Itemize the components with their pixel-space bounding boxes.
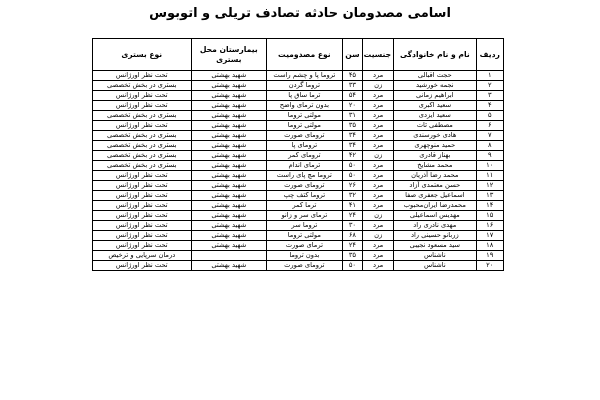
- cell-name: ابراهیم زمانی: [394, 91, 476, 101]
- cell-status: درمان سرپایی و ترخیص: [93, 251, 192, 261]
- cell-name: سعید ایزدی: [394, 111, 476, 121]
- cell-name: سید مسعود نجیبی: [394, 241, 476, 251]
- cell-name: حجت اقبالی: [394, 71, 476, 81]
- cell-gender: مرد: [363, 261, 394, 271]
- cell-gender: مرد: [363, 71, 394, 81]
- cell-injury: تروما گردن: [267, 81, 343, 91]
- cell-hospital: شهید بهشتی: [191, 161, 267, 171]
- cell-name: محمد مشایخ: [394, 161, 476, 171]
- cell-idx: ۱۵: [476, 211, 503, 221]
- cell-hospital: شهید بهشتی: [191, 181, 267, 191]
- cell-injury: ترما کمر: [267, 201, 343, 211]
- cell-hospital: [191, 251, 267, 261]
- table-row: [93, 181, 504, 191]
- cell-age: ۳۲: [342, 191, 363, 201]
- cell-gender: مرد: [363, 101, 394, 111]
- header-status: نوع بستری: [93, 39, 192, 71]
- cell-hospital: شهید بهشتی: [191, 201, 267, 211]
- cell-age: ۳۱: [342, 111, 363, 121]
- cell-age: ۴۱: [342, 201, 363, 211]
- cell-hospital: شهید بهشتی: [191, 111, 267, 121]
- cell-gender: مرد: [363, 181, 394, 191]
- table-row: [93, 231, 504, 241]
- table-row: [93, 161, 504, 171]
- cell-idx: ۱۳: [476, 191, 503, 201]
- cell-gender: زن: [363, 211, 394, 221]
- cell-idx: ۸: [476, 141, 503, 151]
- header-name: نام و نام خانوادگی: [394, 39, 476, 71]
- cell-gender: زن: [363, 231, 394, 241]
- cell-age: ۴۵: [342, 71, 363, 81]
- cell-hospital: شهید بهشتی: [191, 171, 267, 181]
- cell-idx: ۱۷: [476, 231, 503, 241]
- cell-idx: ۴: [476, 101, 503, 111]
- cell-injury: تروما پا و چشم راست: [267, 71, 343, 81]
- cell-age: ۳۴: [342, 141, 363, 151]
- cell-age: ۲۶: [342, 181, 363, 191]
- cell-gender: مرد: [363, 191, 394, 201]
- cell-injury: ترومای کمر: [267, 151, 343, 161]
- cell-injury: بدون تروما: [267, 251, 343, 261]
- table-row: [93, 91, 504, 101]
- cell-age: ۳۵: [342, 121, 363, 131]
- cell-name: زربانو حسینی راد: [394, 231, 476, 241]
- cell-name: ناشناس: [394, 261, 476, 271]
- cell-idx: ۳: [476, 91, 503, 101]
- document-title: اسامی مصدومان حادثه تصادف تریلی و اتوبوس: [149, 6, 451, 21]
- cell-injury: ترومای صورت: [267, 131, 343, 141]
- cell-injury: ترومای صورت: [267, 181, 343, 191]
- cell-name: حسن معتمدی آزاد: [394, 181, 476, 191]
- cell-hospital: شهید بهشتی: [191, 91, 267, 101]
- cell-idx: ۲: [476, 81, 503, 91]
- cell-hospital: شهید بهشتی: [191, 231, 267, 241]
- cell-status: تحت نظر اورژانس: [93, 181, 192, 191]
- cell-injury: ترمای صورت: [267, 241, 343, 251]
- cell-name: ناشناس: [394, 251, 476, 261]
- victims-table: [92, 38, 504, 271]
- cell-age: ۵۰: [342, 171, 363, 181]
- cell-hospital: شهید بهشتی: [191, 261, 267, 271]
- cell-status: بستری در بخش تخصصی: [93, 161, 192, 171]
- cell-injury: تروما کتف چپ: [267, 191, 343, 201]
- table-row: [93, 261, 504, 271]
- cell-age: ۲۴: [342, 211, 363, 221]
- table-row: [93, 191, 504, 201]
- cell-idx: ۱۱: [476, 171, 503, 181]
- cell-name: هادی خورسندی: [394, 131, 476, 141]
- cell-age: ۲۰: [342, 101, 363, 111]
- cell-hospital: شهید بهشتی: [191, 81, 267, 91]
- cell-injury: مولتی تروما: [267, 231, 343, 241]
- cell-idx: ۶: [476, 121, 503, 131]
- cell-injury: ترما ساق پا: [267, 91, 343, 101]
- cell-gender: مرد: [363, 121, 394, 131]
- cell-name: سعید اکبری: [394, 101, 476, 111]
- cell-hospital: شهید بهشتی: [191, 241, 267, 251]
- table-row: [93, 111, 504, 121]
- cell-status: تحت نظر اورژانس: [93, 261, 192, 271]
- cell-hospital: شهید بهشتی: [191, 221, 267, 231]
- table-row: [93, 211, 504, 221]
- cell-status: تحت نظر اورژانس: [93, 91, 192, 101]
- table-row: [93, 171, 504, 181]
- cell-status: تحت نظر اورژانس: [93, 201, 192, 211]
- cell-idx: ۵: [476, 111, 503, 121]
- cell-age: ۳۴: [342, 131, 363, 141]
- cell-injury: ترومای صورت: [267, 261, 343, 271]
- table-row: [93, 81, 504, 91]
- cell-age: ۳۵: [342, 251, 363, 261]
- header-injury: نوع مصدومیت: [267, 39, 343, 71]
- table-row: [93, 151, 504, 161]
- cell-status: تحت نظر اورژانس: [93, 71, 192, 81]
- cell-gender: زن: [363, 81, 394, 91]
- table-row: [93, 131, 504, 141]
- cell-injury: مولتی تروما: [267, 111, 343, 121]
- cell-idx: ۱۶: [476, 221, 503, 231]
- cell-name: نجمه خورشید: [394, 81, 476, 91]
- cell-name: محمدرضا ایران‌محبوب: [394, 201, 476, 211]
- cell-gender: مرد: [363, 171, 394, 181]
- cell-name: مهدیس اسماعیلی: [394, 211, 476, 221]
- cell-gender: مرد: [363, 201, 394, 211]
- header-age: سن: [342, 39, 363, 71]
- table-row: [93, 201, 504, 211]
- cell-injury: مولتی تروما: [267, 121, 343, 131]
- cell-idx: ۹: [476, 151, 503, 161]
- cell-status: بستری در بخش تخصصی: [93, 111, 192, 121]
- cell-gender: مرد: [363, 221, 394, 231]
- cell-hospital: شهید بهشتی: [191, 211, 267, 221]
- cell-gender: مرد: [363, 241, 394, 251]
- cell-status: تحت نظر اورژانس: [93, 121, 192, 131]
- cell-status: بستری در بخش تخصصی: [93, 81, 192, 91]
- cell-age: ۲۴: [342, 241, 363, 251]
- cell-idx: ۱۲: [476, 181, 503, 191]
- table-row: [93, 221, 504, 231]
- table-row: [93, 101, 504, 111]
- cell-injury: تروما مچ پای راست: [267, 171, 343, 181]
- cell-status: تحت نظر اورژانس: [93, 101, 192, 111]
- table-row: [93, 251, 504, 261]
- header-hospital: بیمارستان محل بستری: [191, 39, 267, 71]
- cell-gender: مرد: [363, 141, 394, 151]
- cell-age: ۵۰: [342, 261, 363, 271]
- cell-idx: ۷: [476, 131, 503, 141]
- cell-gender: مرد: [363, 91, 394, 101]
- table-row: [93, 71, 504, 81]
- cell-name: اسماعیل جعفری صفا: [394, 191, 476, 201]
- cell-injury: ترمای سر و زانو: [267, 211, 343, 221]
- cell-age: ۵۰: [342, 161, 363, 171]
- cell-hospital: شهید بهشتی: [191, 71, 267, 81]
- cell-idx: ۱۹: [476, 251, 503, 261]
- cell-idx: ۱۴: [476, 201, 503, 211]
- cell-gender: مرد: [363, 111, 394, 121]
- cell-status: تحت نظر اورژانس: [93, 241, 192, 251]
- cell-status: بستری در بخش تخصصی: [93, 151, 192, 161]
- cell-status: تحت نظر اورژانس: [93, 231, 192, 241]
- cell-age: ۶۸: [342, 231, 363, 241]
- table-row: [93, 121, 504, 131]
- table-row: [93, 241, 504, 251]
- cell-name: بهناز قادری: [394, 151, 476, 161]
- table-body: [93, 71, 504, 271]
- cell-injury: ترومای پا: [267, 141, 343, 151]
- cell-injury: بدون ترمای واضح: [267, 101, 343, 111]
- cell-name: حمید منوچهری: [394, 141, 476, 151]
- cell-name: مصطفی ثات: [394, 121, 476, 131]
- cell-hospital: شهید بهشتی: [191, 131, 267, 141]
- header-row: [93, 39, 504, 71]
- cell-hospital: شهید بهشتی: [191, 141, 267, 151]
- cell-age: ۳۳: [342, 81, 363, 91]
- cell-idx: ۲۰: [476, 261, 503, 271]
- cell-age: ۴۲: [342, 151, 363, 161]
- table-header: [93, 39, 504, 71]
- cell-hospital: شهید بهشتی: [191, 151, 267, 161]
- cell-status: بستری در بخش تخصصی: [93, 141, 192, 151]
- cell-injury: ترمای اندام: [267, 161, 343, 171]
- cell-gender: مرد: [363, 131, 394, 141]
- cell-hospital: شهید بهشتی: [191, 191, 267, 201]
- cell-status: تحت نظر اورژانس: [93, 171, 192, 181]
- cell-idx: ۱: [476, 71, 503, 81]
- cell-age: ۳۰: [342, 221, 363, 231]
- header-gender: جنسیت: [363, 39, 394, 71]
- cell-idx: ۱۸: [476, 241, 503, 251]
- cell-gender: مرد: [363, 161, 394, 171]
- cell-idx: ۱۰: [476, 161, 503, 171]
- cell-status: تحت نظر اورژانس: [93, 191, 192, 201]
- cell-injury: تروما سر: [267, 221, 343, 231]
- cell-status: تحت نظر اورژانس: [93, 211, 192, 221]
- cell-status: تحت نظر اورژانس: [93, 221, 192, 231]
- table-row: [93, 141, 504, 151]
- cell-age: ۵۴: [342, 91, 363, 101]
- cell-gender: زن: [363, 151, 394, 161]
- cell-hospital: شهید بهشتی: [191, 101, 267, 111]
- cell-name: محمد رضا آذریان: [394, 171, 476, 181]
- cell-name: مهدی نادری راد: [394, 221, 476, 231]
- cell-hospital: شهید بهشتی: [191, 121, 267, 131]
- cell-gender: مرد: [363, 251, 394, 261]
- cell-status: بستری در بخش تخصصی: [93, 131, 192, 141]
- header-idx: ردیف: [476, 39, 503, 71]
